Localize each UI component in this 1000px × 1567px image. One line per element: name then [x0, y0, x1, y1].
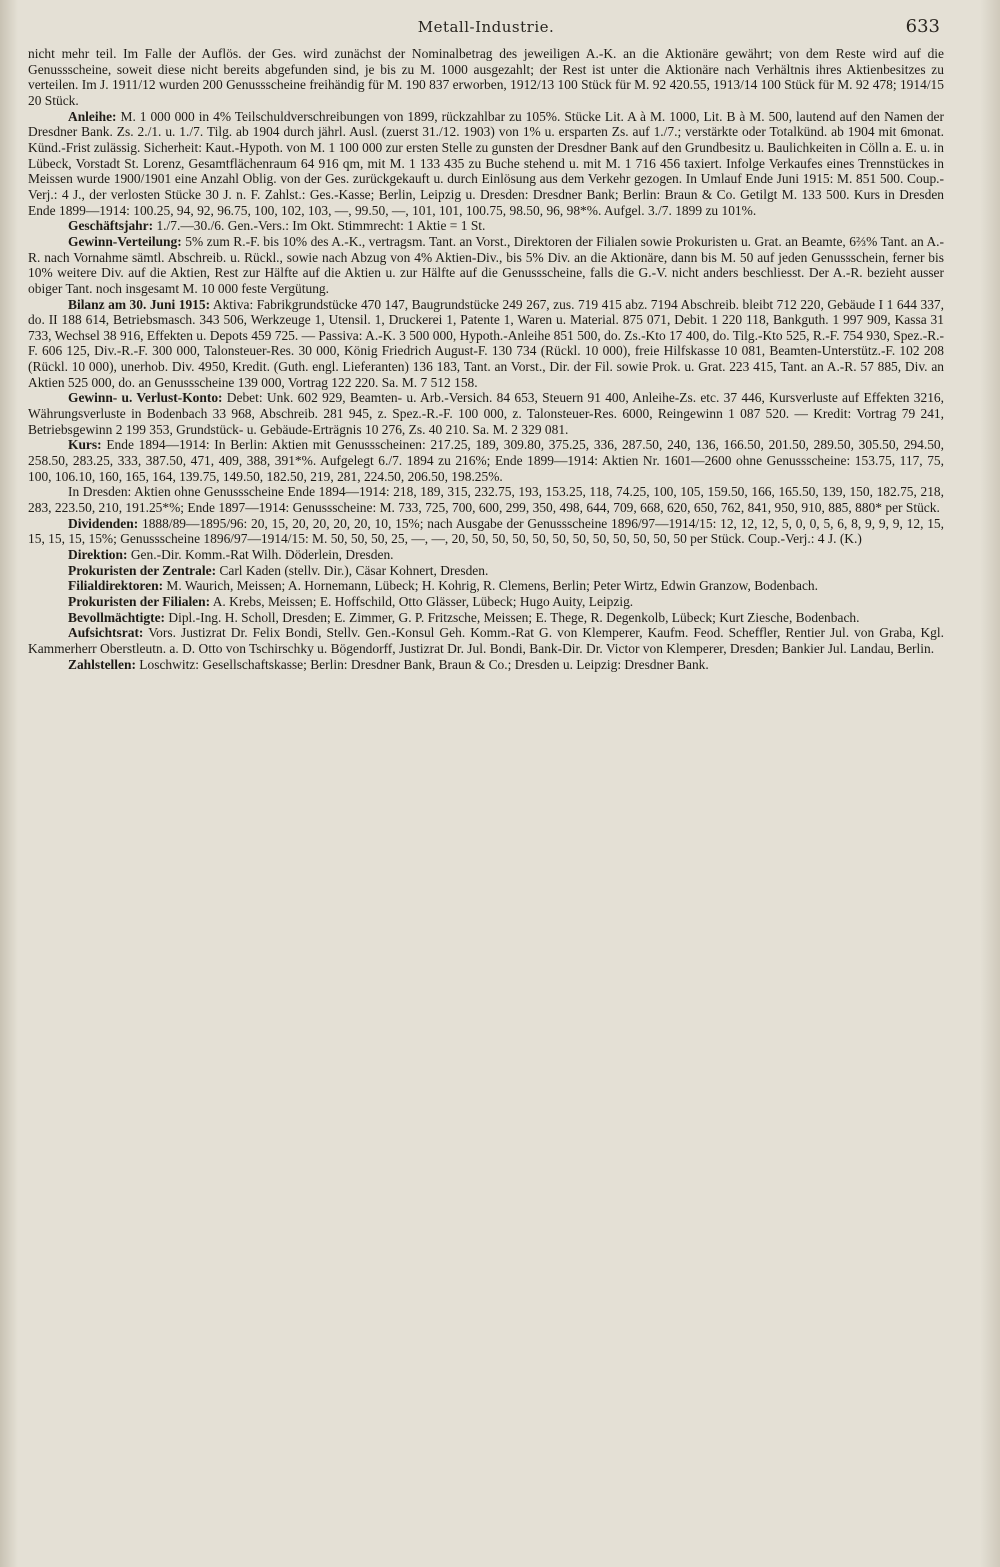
paragraph	[28, 484, 944, 515]
section-label: Aufsichtsrat:	[68, 625, 144, 641]
section-label: Prokuristen der Filialen:	[68, 593, 211, 609]
paragraph-text: Loschwitz: Gesellschaftskasse; Berlin: Dresdner Bank, Braun & Co.; Dresden u. Leipzig: Dresdner Bank.	[139, 656, 709, 672]
paragraph	[28, 625, 944, 656]
paragraph-text: A. Krebs, Meissen; E. Hoffschild, Otto Glässer, Lübeck; Hugo Auity, Leipzig.	[212, 593, 634, 609]
paragraph-text: nicht mehr teil. Im Falle der Auflös. der Ges. wird zunächst der Nominalbetrag des jeweiligen A.-K. an die Aktionäre gewährt; von dem Reste wird auf die Genussscheine, soweit diese nicht bereits abgefunden sind, je bis zu M. 1000 ausgezahlt; der Rest ist unter die Aktionäre nach Verhältnis ihres Aktienbesitzes zu verteilen. Im J. 1911/12 wurden 200 Genussscheine freihändig für M. 190 837 erworben, 1912/13 100 Stück für M. 92 420.55, 1913/14 100 Stück für M. 92 478; 1914/15 20 Stück.	[28, 46, 944, 108]
paragraph	[28, 547, 944, 563]
section-label: Prokuristen der Zentrale:	[68, 562, 217, 578]
paragraph	[28, 516, 944, 547]
paragraph	[28, 610, 944, 626]
paragraph-text: M. Waurich, Meissen; A. Hornemann, Lübeck; H. Kohrig, R. Clemens, Berlin; Peter Wirtz, Edwin Granzow, Bodenbach.	[166, 578, 818, 594]
paragraph	[28, 297, 944, 391]
paragraph-text: Dipl.-Ing. H. Scholl, Dresden; E. Zimmer, G. P. Fritzsche, Meissen; E. Thege, R. Degenkolb, Lübeck; Kurt Ziesche, Bodenbach.	[168, 609, 860, 625]
paragraph	[28, 390, 944, 437]
paragraph-text: Gen.-Dir. Komm.-Rat Wilh. Döderlein, Dresden.	[130, 547, 394, 562]
paragraph	[28, 578, 944, 594]
paragraph	[28, 234, 944, 297]
paragraph	[28, 46, 944, 109]
paragraph-text: 1888/89—1895/96: 20, 15, 20, 20, 20, 20, 10, 15%; nach Ausgabe der Genussscheine 1896/97—1914/15: 12, 12, 12, 5, 0, 0, 5, 6, 8, 9, 9, 9, 12, 15, 15, 15, 15, 15%; Genussscheine 1896/97—1914/15: M. 50, 50, 50, 25, —, —, 20, 50, 50, 50, 50, 50, 50, 50, 50, 50, 50, 50 per Stück. Coup.-Verj.: 4 J. (K.)	[28, 515, 945, 547]
section-label: Bevollmächtigte:	[68, 609, 166, 625]
paragraph-text: 1./7.—30./6. Gen.-Vers.: Im Okt. Stimmrecht: 1 Aktie = 1 St.	[156, 218, 486, 234]
paragraph	[28, 594, 944, 610]
paragraph-text: Vors. Justizrat Dr. Felix Bondi, Stellv. Gen.-Konsul Geh. Komm.-Rat G. von Klemperer, Kaufm. Feod. Scheffler, Rentier Jul. von Graba, Kgl. Kammerherr Oberstleutn. a. D. Otto von Tschirschky u. Bögendorff, Justizrat Dr. Jul. Bondi, Bank-Dir. Dr. Victor von Klemperer, Dresden; Bankier Jul. Landau, Berlin.	[28, 625, 944, 656]
paragraph	[28, 218, 944, 234]
paragraph-text: In Dresden: Aktien ohne Genussscheine Ende 1894—1914: 218, 189, 315, 232.75, 193, 153.25, 118, 74.25, 100, 105, 159.50, 166, 165.50, 139, 150, 182.75, 218, 283, 223.50, 210, 191.25*%; Ende 1897—1914: Genussscheine: M. 733, 725, 700, 600, 299, 350, 498, 644, 709, 668, 620, 650, 762, 841, 950, 910, 885, 880* per Stück.	[28, 484, 944, 516]
paragraph-text: M. 1 000 000 in 4% Teilschuldverschreibungen von 1899, rückzahlbar zu 105%. Stücke Lit. A à M. 1000, Lit. B à M. 500, lautend auf den Namen der Dresdner Bank. Zs. 2./1. u. 1./7. Tilg. ab 1904 durch jährl. Ausl. (zuerst 31./12. 1903) von 1% u. ersparten Zs. auf 1./7.; verstärkte oder Totalkünd. ab 1904 mit 6monat. Künd.-Frist zulässig. Sicherheit: Kaut.-Hypoth. von M. 1 100 000 zur ersten Stelle zu gunsten der Dresdner Bank auf den Grundbesitz u. Baulichkeiten in Cölln a. E. u. in Lübeck, Vorstadt St. Lorenz, Gesamtflächenraum 64 916 qm, mit M. 1 133 435 zu Buche stehend u. mit M. 1 716 456 taxiert. Infolge Verkaufes eines Trennstückes in Meissen wurde 1900/1901 eine Anzahl Oblig. von der Ges. zurückgekauft u. durch Einlösung aus dem Verkehr gezogen. In Umlauf Ende Juni 1915: M. 851 500. Coup.-Verj.: 4 J., der verlosten Stücke 30 J. n. F. Zahlst.: Ges.-Kasse; Berlin, Leipzig u. Dresden: Dresdner Bank; Berlin: Braun & Co. Getilgt M. 133 500. Kurs in Dresden Ende 1899—1914: 100.25, 94, 92, 96.75, 100, 102, 103, —, 99.50, —, 101, 101, 100.75, 98.50, 96, 98*%. Aufgel. 3./7. 1899 zu 101%.	[28, 108, 944, 218]
paragraph	[28, 109, 944, 219]
paragraph-text: Ende 1894—1914: In Berlin: Aktien mit Genussscheinen: 217.25, 189, 309.80, 375.25, 336, 287.50, 240, 136, 166.50, 201.50, 289.50, 305.50, 294.50, 258.50, 283.25, 333, 387.50, 471, 409, 388, 391*%. Aufgelegt 6./7. 1894 zu 216%; Ende 1899—1914: Aktien Nr. 1601—2600 ohne Genussscheine: 153.75, 117, 75, 100, 106.10, 160, 165, 164, 139.75, 149.50, 182.50, 219, 281, 224.50, 206.50, 198.25%.	[28, 437, 945, 484]
section-label: Filialdirektoren:	[68, 578, 164, 594]
page-header	[28, 8, 944, 46]
paragraph	[28, 437, 944, 484]
paragraph-text: Debet: Unk. 602 929, Beamten- u. Arb.-Versich. 84 653, Steuern 91 400, Anleihe-Zs. etc. 37 446, Kursverluste auf Effekten 3216, Währungsverluste in Bodenbach 33 968, Abschreib. 281 945, z. Spez.-R.-F. 100 000, z. Talonsteuer-Res. 6000, Reingewinn 1 087 520. — Kredit: Vortrag 79 241, Betriebsgewinn 2 199 353, Grundstück- u. Gebäude-Erträgnis 10 276, Zs. 40 210. Sa. M. 2 329 081.	[28, 390, 945, 437]
section-label: Anleihe:	[68, 108, 117, 124]
paragraph-text: Carl Kaden (stellv. Dir.), Cäsar Kohnert, Dresden.	[219, 562, 489, 578]
section-label: Bilanz am 30. Juni 1915:	[68, 296, 211, 312]
section-label: Direktion:	[68, 547, 128, 562]
paragraph	[28, 563, 944, 579]
paragraph	[28, 657, 944, 673]
document-body	[28, 46, 944, 672]
section-label: Dividenden:	[68, 515, 139, 531]
section-label: Gewinn- u. Verlust-Konto:	[68, 390, 223, 406]
paragraph-text: 5% zum R.-F. bis 10% des A.-K., vertragsm. Tant. an Vorst., Direktoren der Filialen sowie Prokuristen u. Grat. an Beamte, 6⅔% Tant. an A.-R. nach Vornahme sämtl. Abschreib. u. Rückl., sowie nach Abzug von 4% Aktien-Div., bis 5% Div. an die Aktionäre, dann bis M. 50 auf jeden Genussschein, ferner bis 10% weitere Div. auf die Aktien, Rest zur Hälfte auf die Aktien u. zur Hälfte auf die Genussscheine, falls die G.-V. nicht anders beschliesst. Der A.-R. bezieht ausser obiger Tant. noch insgesamt M. 10 000 feste Vergütung.	[28, 233, 945, 296]
section-label: Kurs:	[68, 437, 102, 453]
section-label: Gewinn-Verteilung:	[68, 233, 182, 249]
page-number: 633	[905, 16, 940, 37]
running-title: Metall-Industrie.	[417, 18, 555, 36]
section-label: Zahlstellen:	[68, 656, 136, 672]
section-label: Geschäftsjahr:	[68, 218, 154, 234]
paragraph-text: Aktiva: Fabrikgrundstücke 470 147, Baugrundstücke 249 267, zus. 719 415 abz. 7194 Abschreib. bleibt 712 220, Gebäude I 1 644 337, do. II 188 614, Betriebsmasch. 343 506, Werkzeuge 1, Utensil. 1, Druckerei 1, Patente 1, Waren u. Material. 875 071, Debit. 1 220 118, Bankguth. 1 997 909, Kassa 31 733, Wechsel 38 916, Effekten u. Depots 459 725. — Passiva: A.-K. 3 500 000, Hypoth.-Anleihe 851 500, do. Zs.-Kto 17 400, do. Tilg.-Kto 525, R.-F. 754 930, Spez.-R.-F. 606 125, Div.-R.-F. 300 000, Talonsteuer-Res. 30 000, König Friedrich August-F. 130 734 (Rückl. 10 000), freie Hilfskasse 10 081, Beamten-Unterstütz.-F. 102 208 (Rückl. 10 000), unerhob. Div. 4950, Kredit. (Guth. engl. Lieferanten) 136 183, Tant. an Vorst., Dir. der Fil. sowie Prok. u. Grat. 223 415, Tant. an A.-R. 57 885, Div. an Aktien 525 000, do. an Genussscheine 139 000, Vortrag 122 220. Sa. M. 7 512 158.	[28, 296, 945, 390]
